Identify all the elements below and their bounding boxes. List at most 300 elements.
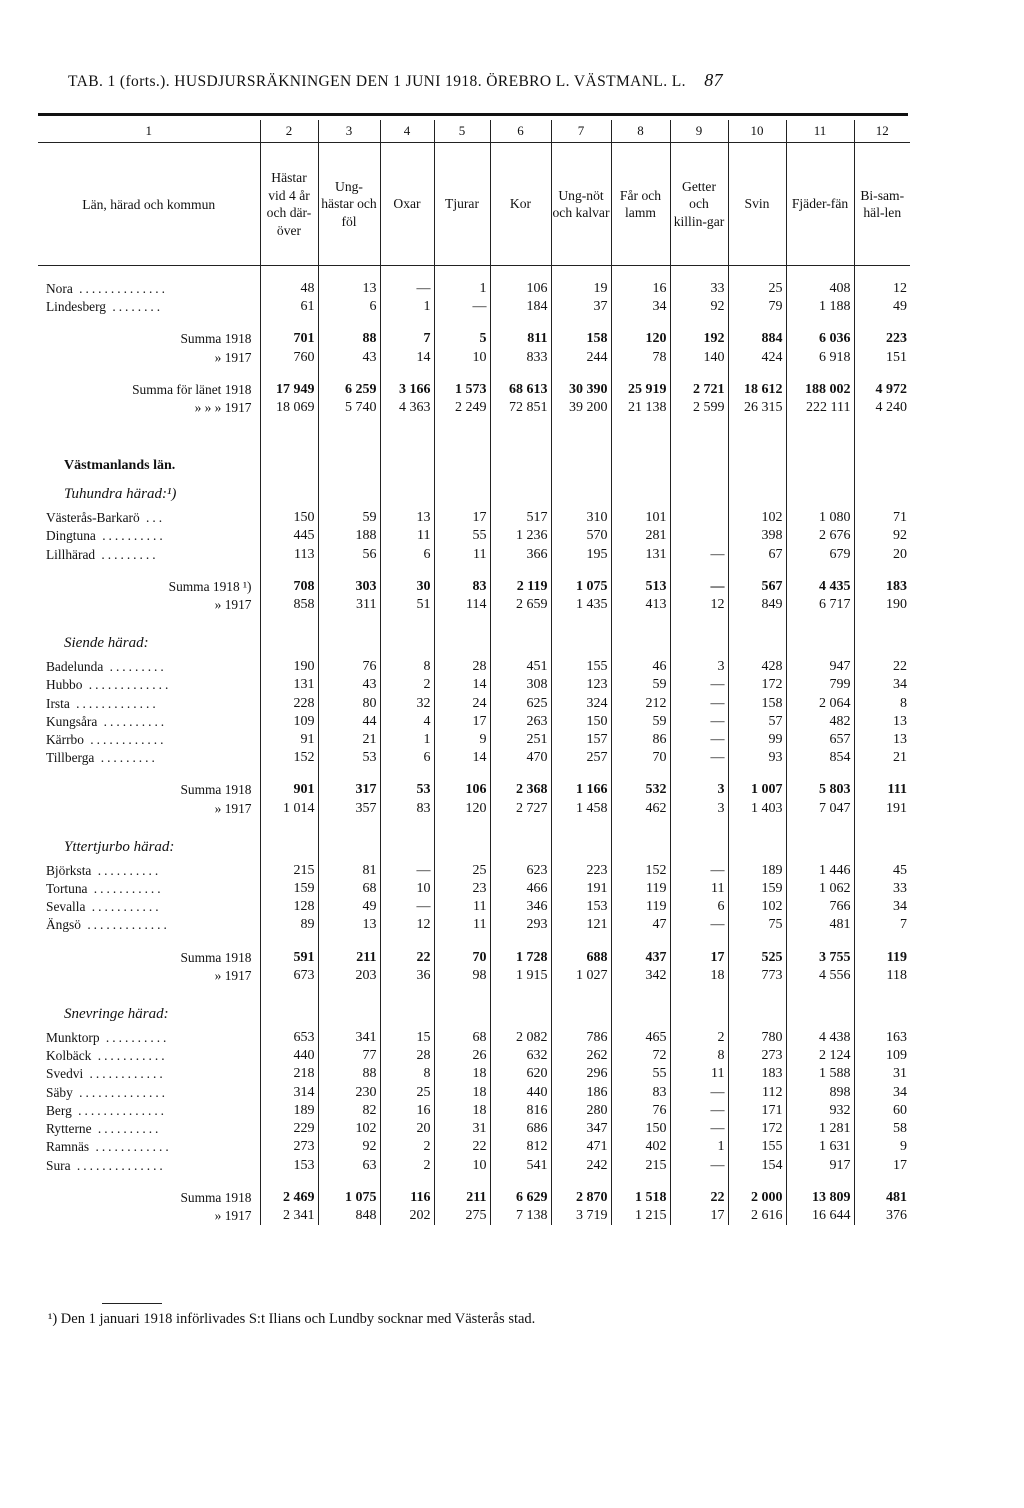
table-cell: 25 919 bbox=[611, 381, 670, 399]
table-cell bbox=[786, 316, 854, 330]
table-cell: 158 bbox=[551, 330, 611, 348]
table-cell: 106 bbox=[434, 781, 490, 799]
table-cell: 6 bbox=[670, 898, 728, 916]
table-cell: 70 bbox=[611, 749, 670, 767]
table-cell: 701 bbox=[260, 330, 318, 348]
table-cell: 12 bbox=[893, 281, 907, 296]
table-cell: 16 bbox=[611, 280, 670, 298]
table-cell bbox=[318, 999, 380, 1029]
table-cell bbox=[786, 453, 854, 479]
table-cell: 76 bbox=[318, 658, 380, 676]
table-cell: 13 bbox=[380, 509, 434, 527]
table-cell: 12 bbox=[380, 916, 434, 934]
table-cell bbox=[318, 935, 380, 949]
table-cell: 673 bbox=[260, 967, 318, 985]
table-cell: 14 bbox=[380, 349, 434, 367]
table-row bbox=[38, 1065, 910, 1083]
summary-row bbox=[38, 781, 910, 799]
summary-row bbox=[38, 949, 910, 967]
column-number: 6 bbox=[490, 120, 551, 143]
table-cell: 310 bbox=[551, 509, 611, 527]
table-cell: 32 bbox=[380, 695, 434, 713]
table-cell: 91 bbox=[260, 731, 318, 749]
column-number: 10 bbox=[728, 120, 786, 143]
row-label: Tuhundra härad:¹) bbox=[38, 479, 260, 509]
table-cell: 848 bbox=[318, 1207, 380, 1225]
table-cell: 1 bbox=[380, 731, 434, 749]
spacer-row bbox=[38, 614, 910, 628]
table-cell: 8 bbox=[380, 658, 434, 676]
table-cell: 121 bbox=[551, 916, 611, 934]
table-cell: 17 bbox=[670, 1207, 728, 1225]
table-cell bbox=[434, 999, 490, 1029]
table-cell bbox=[490, 316, 551, 330]
table-cell: 22 bbox=[893, 659, 907, 675]
table-cell: 159 bbox=[260, 880, 318, 898]
leader-dots: .......... bbox=[95, 528, 166, 544]
table-cell bbox=[728, 417, 786, 453]
table-cell bbox=[318, 367, 380, 381]
leader-dots: ............. bbox=[69, 695, 159, 711]
row-label: » 1917 bbox=[38, 800, 260, 818]
table-cell bbox=[551, 614, 611, 628]
table-cell: 171 bbox=[728, 1102, 786, 1120]
table-cell: 30 bbox=[380, 578, 434, 596]
row-label bbox=[38, 749, 260, 767]
table-row bbox=[38, 898, 910, 916]
table-cell: 1 588 bbox=[786, 1065, 854, 1083]
table-cell bbox=[260, 367, 318, 381]
table-cell bbox=[260, 818, 318, 832]
table-cell: 83 bbox=[380, 800, 434, 818]
column-number: 2 bbox=[260, 120, 318, 143]
table-cell: 1 446 bbox=[786, 862, 854, 880]
table-cell: 155 bbox=[551, 658, 611, 676]
table-cell: 324 bbox=[551, 695, 611, 713]
spacer-row bbox=[38, 266, 910, 281]
table-cell: 28 bbox=[434, 658, 490, 676]
table-row bbox=[38, 658, 910, 676]
table-cell: 83 bbox=[611, 1084, 670, 1102]
table-cell: 153 bbox=[260, 1157, 318, 1175]
table-cell: 190 bbox=[886, 597, 907, 613]
table-cell: 20 bbox=[893, 546, 907, 562]
county-heading-row bbox=[38, 453, 910, 479]
table-cell bbox=[670, 614, 728, 628]
row-label bbox=[38, 417, 260, 453]
table-cell: 150 bbox=[611, 1120, 670, 1138]
table-cell bbox=[611, 818, 670, 832]
table-cell: 8 bbox=[380, 1065, 434, 1083]
table-cell bbox=[551, 479, 611, 509]
table-cell: 481 bbox=[786, 916, 854, 934]
summary-row bbox=[38, 1207, 910, 1225]
table-cell bbox=[551, 564, 611, 578]
table-cell: — bbox=[380, 898, 434, 916]
row-name: Kolbäck bbox=[46, 1048, 92, 1064]
table-cell: 190 bbox=[260, 658, 318, 676]
table-cell bbox=[318, 266, 380, 281]
table-cell: 72 bbox=[611, 1047, 670, 1065]
table-cell bbox=[434, 628, 490, 658]
table-cell bbox=[434, 1175, 490, 1189]
table-cell: 30 390 bbox=[551, 381, 611, 399]
spacer-row bbox=[38, 564, 910, 578]
table-cell: 43 bbox=[318, 349, 380, 367]
table-cell: 6 bbox=[318, 298, 380, 316]
table-cell: 1 403 bbox=[728, 800, 786, 818]
table-cell: 462 bbox=[611, 800, 670, 818]
table-cell: 118 bbox=[886, 967, 907, 983]
table-cell: 119 bbox=[886, 949, 907, 965]
table-cell bbox=[611, 564, 670, 578]
table-cell: 55 bbox=[611, 1065, 670, 1083]
table-cell: 2 000 bbox=[728, 1189, 786, 1207]
table-cell: 34 bbox=[893, 1084, 907, 1100]
livestock-table bbox=[38, 120, 910, 1225]
column-header-row bbox=[38, 143, 910, 266]
table-cell: 26 bbox=[434, 1047, 490, 1065]
table-cell: 18 bbox=[434, 1084, 490, 1102]
row-label bbox=[38, 880, 260, 898]
row-name: Ängsö bbox=[46, 917, 81, 933]
table-cell: 11 bbox=[380, 527, 434, 545]
table-cell bbox=[728, 266, 786, 281]
table-cell: 3 166 bbox=[380, 381, 434, 399]
row-name: Björksta bbox=[46, 862, 92, 878]
table-cell bbox=[611, 1175, 670, 1189]
table-cell: 481 bbox=[886, 1189, 907, 1205]
table-cell bbox=[670, 266, 728, 281]
table-cell: 2 bbox=[670, 1029, 728, 1047]
table-cell bbox=[670, 628, 728, 658]
table-cell: 212 bbox=[611, 695, 670, 713]
table-cell bbox=[490, 767, 551, 781]
table-cell bbox=[551, 316, 611, 330]
table-cell: 131 bbox=[611, 546, 670, 564]
table-cell: 314 bbox=[260, 1084, 318, 1102]
table-cell: 116 bbox=[380, 1189, 434, 1207]
table-cell: 102 bbox=[728, 509, 786, 527]
table-cell bbox=[728, 316, 786, 330]
row-label bbox=[38, 1175, 260, 1189]
table-row bbox=[38, 1102, 910, 1120]
table-cell: 854 bbox=[786, 749, 854, 767]
table-cell bbox=[854, 985, 910, 999]
table-cell: 2 676 bbox=[786, 527, 854, 545]
table-cell bbox=[318, 818, 380, 832]
table-cell: 58 bbox=[893, 1121, 907, 1137]
district-heading-row bbox=[38, 832, 910, 862]
table-cell bbox=[670, 564, 728, 578]
table-cell: 275 bbox=[434, 1207, 490, 1225]
column-number: 9 bbox=[670, 120, 728, 143]
table-cell bbox=[728, 453, 786, 479]
row-label bbox=[38, 1084, 260, 1102]
table-cell bbox=[318, 316, 380, 330]
table-cell bbox=[728, 767, 786, 781]
table-cell: 273 bbox=[260, 1138, 318, 1156]
table-cell: 2 341 bbox=[260, 1207, 318, 1225]
table-cell: 36 bbox=[380, 967, 434, 985]
table-cell: 303 bbox=[318, 578, 380, 596]
table-cell: — bbox=[670, 546, 728, 564]
table-cell: 532 bbox=[611, 781, 670, 799]
table-cell: 158 bbox=[728, 695, 786, 713]
table-row bbox=[38, 1084, 910, 1102]
leader-dots: ............. bbox=[82, 677, 172, 693]
table-cell: 1 281 bbox=[786, 1120, 854, 1138]
table-cell: 71 bbox=[893, 510, 907, 526]
table-row bbox=[38, 527, 910, 545]
table-cell: 11 bbox=[434, 916, 490, 934]
table-cell: 3 755 bbox=[786, 949, 854, 967]
table-cell: 311 bbox=[318, 596, 380, 614]
summary-row bbox=[38, 800, 910, 818]
table-cell: 211 bbox=[318, 949, 380, 967]
table-cell: 183 bbox=[728, 1065, 786, 1083]
table-cell: 150 bbox=[260, 509, 318, 527]
spacer-row bbox=[38, 767, 910, 781]
table-cell: 63 bbox=[318, 1157, 380, 1175]
table-cell: 1 915 bbox=[490, 967, 551, 985]
table-cell bbox=[551, 453, 611, 479]
table-cell: 157 bbox=[551, 731, 611, 749]
table-cell bbox=[611, 367, 670, 381]
table-row bbox=[38, 862, 910, 880]
table-cell: 191 bbox=[551, 880, 611, 898]
column-label: Ung-nöt och kalvar bbox=[551, 143, 611, 266]
table-cell: 13 bbox=[893, 732, 907, 748]
table-cell: 59 bbox=[611, 676, 670, 694]
table-cell: 16 bbox=[380, 1102, 434, 1120]
table-cell: 47 bbox=[611, 916, 670, 934]
table-cell: 140 bbox=[670, 349, 728, 367]
table-cell bbox=[434, 767, 490, 781]
leader-dots: ........... bbox=[85, 899, 162, 915]
table-cell: 172 bbox=[728, 676, 786, 694]
table-cell: 2 368 bbox=[490, 781, 551, 799]
table-cell bbox=[854, 999, 910, 1029]
leader-dots: .......... bbox=[91, 862, 162, 878]
table-cell: 811 bbox=[490, 330, 551, 348]
row-label bbox=[38, 818, 260, 832]
table-cell: — bbox=[670, 695, 728, 713]
summary-row bbox=[38, 967, 910, 985]
table-cell bbox=[611, 832, 670, 862]
table-cell: 541 bbox=[490, 1157, 551, 1175]
row-label bbox=[38, 731, 260, 749]
table-cell: 465 bbox=[611, 1029, 670, 1047]
table-cell bbox=[380, 1175, 434, 1189]
table-cell bbox=[380, 266, 434, 281]
table-cell bbox=[380, 453, 434, 479]
row-label bbox=[38, 564, 260, 578]
table-cell: 6 bbox=[380, 546, 434, 564]
table-cell: 4 363 bbox=[380, 399, 434, 417]
row-label bbox=[38, 266, 260, 281]
table-row bbox=[38, 713, 910, 731]
table-cell: 55 bbox=[434, 527, 490, 545]
table-cell bbox=[611, 266, 670, 281]
table-cell: 48 bbox=[260, 280, 318, 298]
table-cell: 570 bbox=[551, 527, 611, 545]
table-cell: 184 bbox=[490, 298, 551, 316]
table-cell: 21 bbox=[318, 731, 380, 749]
spacer-row bbox=[38, 1175, 910, 1189]
table-cell: 34 bbox=[611, 298, 670, 316]
leader-dots: .............. bbox=[72, 1084, 169, 1100]
table-cell bbox=[318, 832, 380, 862]
table-cell bbox=[490, 479, 551, 509]
table-cell: 22 bbox=[380, 949, 434, 967]
table-cell: 517 bbox=[490, 509, 551, 527]
row-label bbox=[38, 658, 260, 676]
leader-dots: .............. bbox=[72, 281, 168, 296]
table-cell bbox=[611, 453, 670, 479]
leader-dots: ............ bbox=[83, 1066, 166, 1082]
table-cell: 59 bbox=[611, 713, 670, 731]
row-label bbox=[38, 316, 260, 330]
table-cell: 567 bbox=[728, 578, 786, 596]
top-rule bbox=[38, 113, 908, 116]
table-cell bbox=[728, 614, 786, 628]
table-cell: 113 bbox=[260, 546, 318, 564]
row-label bbox=[38, 985, 260, 999]
spacer-row bbox=[38, 818, 910, 832]
table-cell bbox=[551, 935, 611, 949]
table-cell bbox=[260, 935, 318, 949]
table-cell: 6 bbox=[380, 749, 434, 767]
table-cell: — bbox=[670, 749, 728, 767]
table-cell: 119 bbox=[611, 880, 670, 898]
column-number: 4 bbox=[380, 120, 434, 143]
table-cell: 25 bbox=[434, 862, 490, 880]
table-cell: 4 972 bbox=[875, 381, 907, 397]
table-cell: 92 bbox=[318, 1138, 380, 1156]
row-label bbox=[38, 1065, 260, 1083]
table-cell: 67 bbox=[728, 546, 786, 564]
leader-dots: ......... bbox=[95, 546, 159, 562]
table-cell: 33 bbox=[670, 280, 728, 298]
table-cell: — bbox=[670, 676, 728, 694]
table-cell: 56 bbox=[318, 546, 380, 564]
summary-row bbox=[38, 1189, 910, 1207]
table-cell: 188 bbox=[318, 527, 380, 545]
table-cell bbox=[854, 453, 910, 479]
table-cell: 2 bbox=[380, 676, 434, 694]
table-cell: 17 bbox=[893, 1157, 907, 1173]
table-row bbox=[38, 1157, 910, 1175]
table-cell: 183 bbox=[886, 578, 907, 594]
table-cell bbox=[728, 985, 786, 999]
table-cell: 82 bbox=[318, 1102, 380, 1120]
table-cell: 1 007 bbox=[728, 781, 786, 799]
row-name: Dingtuna bbox=[46, 528, 96, 544]
row-label: Summa 1918 ¹) bbox=[38, 578, 260, 596]
table-cell: 1 518 bbox=[611, 1189, 670, 1207]
table-cell: 25 bbox=[728, 280, 786, 298]
table-cell bbox=[670, 479, 728, 509]
table-cell: 263 bbox=[490, 713, 551, 731]
table-cell bbox=[670, 818, 728, 832]
table-cell bbox=[260, 266, 318, 281]
table-cell: 10 bbox=[434, 349, 490, 367]
table-cell: 37 bbox=[551, 298, 611, 316]
table-cell: 6 717 bbox=[786, 596, 854, 614]
table-cell bbox=[380, 935, 434, 949]
table-cell: 466 bbox=[490, 880, 551, 898]
table-cell: 833 bbox=[490, 349, 551, 367]
table-cell: 5 803 bbox=[786, 781, 854, 799]
leader-dots: ......... bbox=[103, 659, 167, 675]
table-cell: 445 bbox=[260, 527, 318, 545]
table-cell: 4 556 bbox=[786, 967, 854, 985]
table-cell bbox=[380, 479, 434, 509]
table-cell: 1 631 bbox=[786, 1138, 854, 1156]
table-cell bbox=[260, 614, 318, 628]
row-label: Summa 1918 bbox=[38, 330, 260, 348]
table-cell: 8 bbox=[900, 695, 907, 711]
table-cell: 625 bbox=[490, 695, 551, 713]
table-cell: 262 bbox=[551, 1047, 611, 1065]
table-cell: 451 bbox=[490, 658, 551, 676]
table-cell: 4 240 bbox=[875, 400, 907, 416]
table-cell: 223 bbox=[551, 862, 611, 880]
table-cell: 18 bbox=[434, 1065, 490, 1083]
row-label: » 1917 bbox=[38, 349, 260, 367]
column-number: 1 bbox=[38, 120, 260, 143]
table-cell: 7 138 bbox=[490, 1207, 551, 1225]
table-cell: 280 bbox=[551, 1102, 611, 1120]
table-cell bbox=[490, 417, 551, 453]
table-cell bbox=[670, 935, 728, 949]
row-label bbox=[38, 898, 260, 916]
table-cell bbox=[490, 935, 551, 949]
table-cell bbox=[434, 935, 490, 949]
table-cell: 229 bbox=[260, 1120, 318, 1138]
table-cell: 428 bbox=[728, 658, 786, 676]
table-cell: 688 bbox=[551, 949, 611, 967]
row-label: Summa 1918 bbox=[38, 781, 260, 799]
table-cell: 79 bbox=[728, 298, 786, 316]
table-cell: 98 bbox=[434, 967, 490, 985]
table-cell bbox=[728, 832, 786, 862]
column-number: 12 bbox=[854, 120, 910, 143]
table-cell: 760 bbox=[260, 349, 318, 367]
column-label: Får och lamm bbox=[611, 143, 670, 266]
table-cell: 120 bbox=[434, 800, 490, 818]
row-label bbox=[38, 509, 260, 527]
table-cell bbox=[670, 417, 728, 453]
district-heading-row bbox=[38, 628, 910, 658]
table-cell bbox=[670, 453, 728, 479]
table-cell bbox=[670, 367, 728, 381]
table-cell: 244 bbox=[551, 349, 611, 367]
column-label: Län, härad och kommun bbox=[38, 143, 260, 266]
row-label bbox=[38, 280, 260, 298]
table-cell bbox=[380, 767, 434, 781]
table-cell: 88 bbox=[318, 330, 380, 348]
table-cell: 222 111 bbox=[786, 399, 854, 417]
table-cell: 14 bbox=[434, 676, 490, 694]
table-cell bbox=[611, 614, 670, 628]
table-cell bbox=[728, 564, 786, 578]
table-cell: 119 bbox=[611, 898, 670, 916]
table-cell: 799 bbox=[786, 676, 854, 694]
table-cell: 620 bbox=[490, 1065, 551, 1083]
district-heading-row bbox=[38, 999, 910, 1029]
